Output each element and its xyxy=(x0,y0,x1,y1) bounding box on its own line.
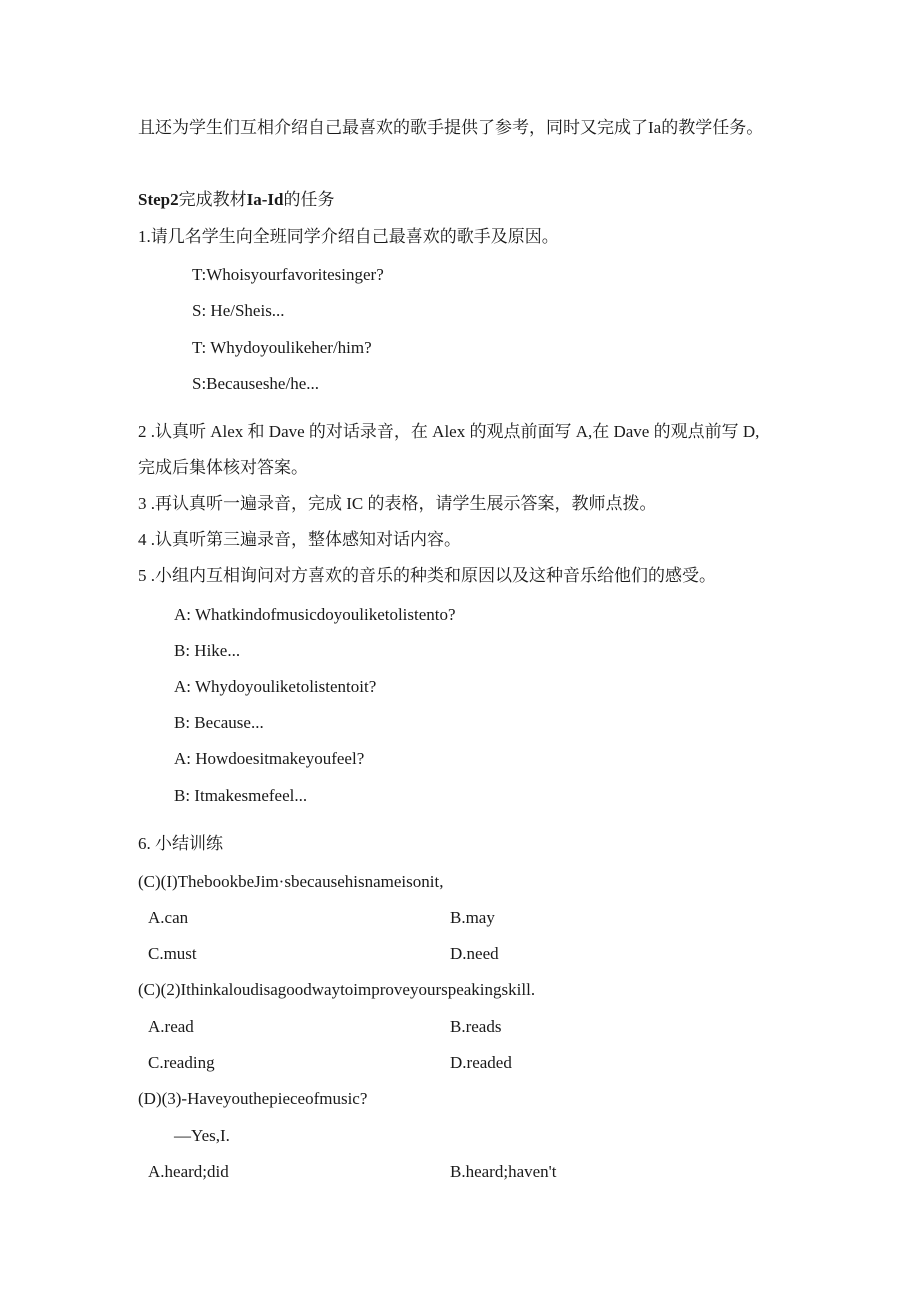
item-3: 3 .再认真听一遍录音，完成 IC 的表格，请学生展示答案，教师点拨。 xyxy=(138,494,657,513)
dialog1-line: T:Whoisyourfavoritesinger? xyxy=(192,265,384,284)
intro-paragraph: 且还为学生们互相介绍自己最喜欢的歌手提供了参考，同时又完成了Ia的教学任务。 xyxy=(138,118,764,137)
step2-code: Ia-Id xyxy=(246,190,284,209)
item-6-heading: 6. 小结训练 xyxy=(138,834,223,853)
q1-option-a: A.can xyxy=(148,908,189,927)
step2-text: 完成教材 xyxy=(178,190,247,209)
dialog1-line: S: He/Sheis... xyxy=(192,301,285,320)
q1-option-b: B.may xyxy=(450,908,495,927)
item-4: 4 .认真听第三遍录音，整体感知对话内容。 xyxy=(138,530,461,549)
q2-option-b: B.reads xyxy=(450,1017,502,1036)
q1-option-d: D.need xyxy=(450,944,499,963)
dialog1-line: T: Whydoyoulikeher/him? xyxy=(192,338,372,357)
q3-option-a: A.heard;did xyxy=(148,1162,229,1181)
step2-label: Step2 xyxy=(138,190,179,209)
dialog2-line: B: Because... xyxy=(174,713,264,732)
q2-option-a: A.read xyxy=(148,1017,194,1036)
dialog2-line: B: Hike... xyxy=(174,641,241,660)
question-1-stem: (C)(I)ThebookbeJim·sbecausehisnameisonit, xyxy=(138,872,444,891)
q3-reply: —Yes,I. xyxy=(174,1126,230,1145)
dialog2-line: A: Whydoyouliketolistentoit? xyxy=(174,677,377,696)
question-2-stem: (C)(2)Ithinkaloudisagoodwaytoimproveyourspeakingskill. xyxy=(138,980,536,999)
item-1: 1.请几名学生向全班同学介绍自己最喜欢的歌手及原因。 xyxy=(138,227,559,246)
q2-option-d: D.readed xyxy=(450,1053,512,1072)
question-3-stem: (D)(3)-Haveyouthepieceofmusic? xyxy=(138,1089,368,1108)
q1-option-c: C.must xyxy=(148,944,197,963)
item-2-line2: 完成后集体核对答案。 xyxy=(138,458,308,477)
q3-option-b: B.heard;haven't xyxy=(450,1162,557,1181)
dialog2-line: B: Itmakesmefeel... xyxy=(174,786,308,805)
item-5: 5 .小组内互相询问对方喜欢的音乐的种类和原因以及这种音乐给他们的感受。 xyxy=(138,566,716,585)
item-2-line1: 2 .认真听 Alex 和 Dave 的对话录音，在 Alex 的观点前面写 A,在 Dave 的观点前写 D, xyxy=(138,422,760,441)
dialog1-line: S:Becauseshe/he... xyxy=(192,374,319,393)
dialog2-line: A: Whatkindofmusicdoyouliketolistento? xyxy=(174,605,456,624)
step2-tail: 的任务 xyxy=(283,190,335,209)
dialog2-line: A: Howdoesitmakeyoufeel? xyxy=(174,749,365,768)
step2-heading xyxy=(138,189,334,211)
q2-option-c: C.reading xyxy=(148,1053,215,1072)
